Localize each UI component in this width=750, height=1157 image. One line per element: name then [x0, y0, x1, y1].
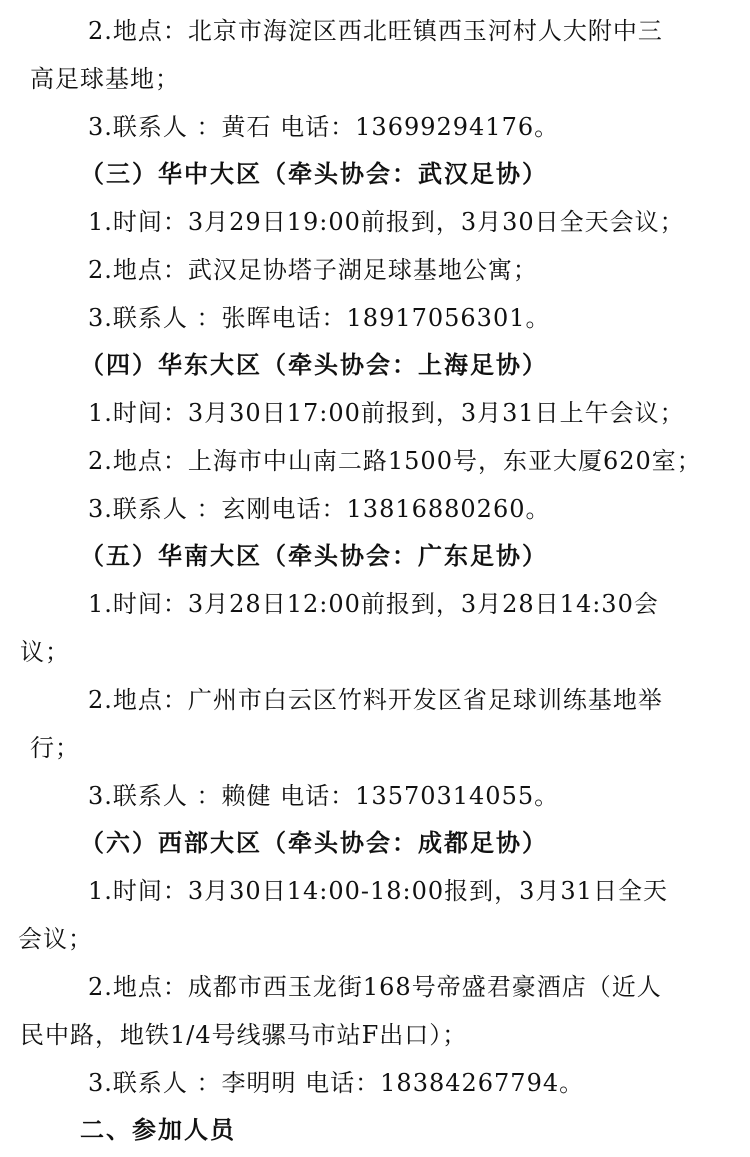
location-line-1-cont: 高足球基地； [30, 65, 180, 93]
section-heading-west: （六）西部大区（牵头协会：成都足协） [80, 828, 548, 857]
time-line-west-cont: 会议； [18, 925, 93, 953]
location-line-west-cont: 民中路，地铁1/4号线骡马市站F出口）； [20, 1021, 468, 1049]
location-line-west: 2.地点：成都市西玉龙街168号帝盛君豪酒店（近人 [88, 973, 662, 1001]
time-line-west: 1.时间：3月30日14:00-18:00报到，3月31日全天 [88, 877, 668, 905]
section-heading-east: （四）华东大区（牵头协会：上海足协） [80, 350, 548, 379]
time-line-south-cont: 议； [20, 638, 70, 666]
location-line-east: 2.地点：上海市中山南二路1500号，东亚大厦620室； [88, 447, 702, 475]
section-heading-south: （五）华南大区（牵头协会：广东足协） [80, 541, 548, 570]
contact-line-1: 3.联系人 ：黄石 电话：13699294176。 [88, 113, 560, 141]
contact-line-central: 3.联系人 ：张晖电话：18917056301。 [88, 304, 551, 332]
section-heading-participants: 二、参加人员 [80, 1115, 236, 1144]
contact-line-south: 3.联系人 ：赖健 电话：13570314055。 [88, 782, 560, 810]
location-line-central: 2.地点：武汉足协塔子湖足球基地公寓； [88, 256, 538, 284]
contact-line-west: 3.联系人 ：李明明 电话：18384267794。 [88, 1069, 585, 1097]
time-line-south: 1.时间：3月28日12:00前报到，3月28日14:30会 [88, 590, 659, 618]
time-line-east: 1.时间：3月30日17:00前报到，3月31日上午会议； [88, 399, 685, 427]
time-line-central: 1.时间：3月29日19:00前报到，3月30日全天会议； [88, 208, 685, 236]
location-line-south-cont: 行； [30, 734, 80, 762]
location-line-1: 2.地点：北京市海淀区西北旺镇西玉河村人大附中三 [88, 17, 663, 45]
location-line-south: 2.地点：广州市白云区竹料开发区省足球训练基地举 [88, 686, 663, 714]
contact-line-east: 3.联系人 ：玄刚电话：13816880260。 [88, 495, 551, 523]
section-heading-central: （三）华中大区（牵头协会：武汉足协） [80, 159, 548, 188]
